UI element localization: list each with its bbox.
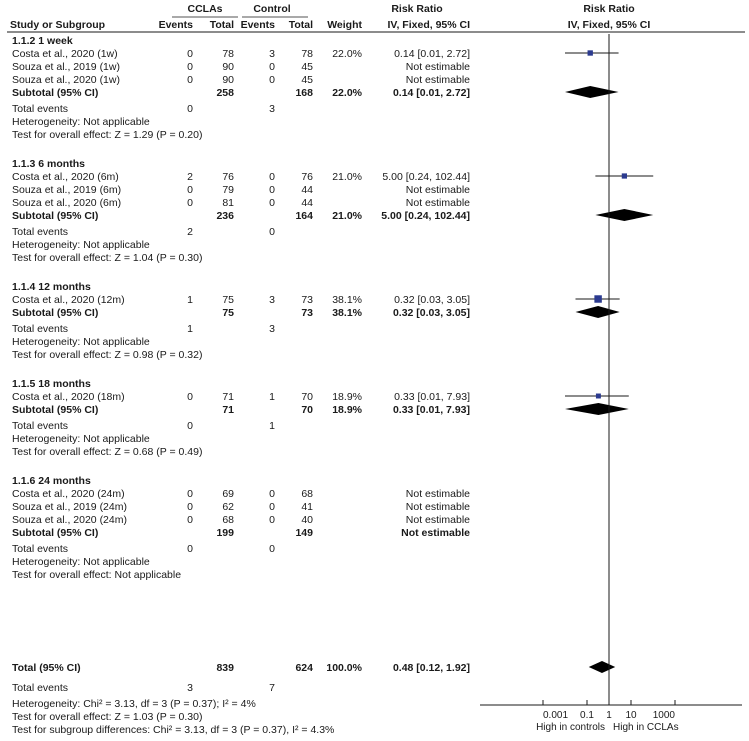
weight-value: 18.9% (332, 391, 362, 403)
ci-value: 0.33 [0.01, 7.93] (392, 404, 470, 416)
exp-total-events: 2 (187, 226, 193, 238)
ci-value: 0.32 [0.03, 3.05] (392, 307, 470, 319)
ctrl-total: 164 (295, 210, 313, 222)
subtotal-diamond (565, 86, 619, 98)
overall-statistics-text: Heterogeneity: Chi² = 3.13, df = 3 (P = 0.37); I² = 4% (12, 698, 256, 710)
ctrl-total-events: 0 (269, 543, 275, 555)
subtotal-label: Subtotal (95% CI) (12, 527, 99, 539)
exp-total: 78 (222, 48, 234, 60)
exp-total: 236 (216, 210, 234, 222)
exp-events: 2 (187, 171, 193, 183)
exp-total: 62 (222, 501, 234, 513)
overall-effect-text: Test for overall effect: Z = 0.68 (P = 0.49) (12, 446, 203, 458)
study-name: Souza et al., 2020 (6m) (12, 197, 122, 209)
ci-value: Not estimable (405, 61, 470, 73)
ctrl-events: 3 (269, 294, 275, 306)
total-events-label: Total events (12, 543, 69, 555)
heterogeneity-text: Heterogeneity: Not applicable (12, 336, 150, 348)
overall-ctrl-events: 7 (269, 682, 275, 694)
ci-value: 0.14 [0.01, 2.72] (394, 48, 470, 60)
exp-total: 69 (222, 488, 234, 500)
ctrl-events: 0 (269, 171, 275, 183)
table-header (7, 3, 745, 32)
ctrl-total-events: 3 (269, 103, 275, 115)
exp-total-events: 1 (187, 323, 193, 335)
overall-effect-text: Test for overall effect: Not applicable (12, 569, 182, 581)
exp-total-events: 0 (187, 420, 193, 432)
ctrl-total: 70 (301, 391, 313, 403)
study-effect-square (588, 50, 593, 55)
ctrl-total: 44 (301, 184, 313, 196)
total-events-label: Total events (12, 323, 69, 335)
ctrl-total: 624 (295, 662, 313, 674)
exp-total: 90 (222, 61, 234, 73)
subtotal-diamond (565, 403, 629, 415)
ctrl-total: 44 (301, 197, 313, 209)
study-name: Costa et al., 2020 (6m) (12, 171, 119, 183)
subgroup-title: 1.1.6 24 months (12, 475, 91, 487)
study-effect-square (594, 295, 601, 302)
overall-total-label: Total (95% CI) (12, 662, 81, 674)
ctrl-total: 73 (301, 294, 313, 306)
forest-rows (12, 35, 470, 736)
total-events-label: Total events (12, 420, 69, 432)
ctrl-total-events: 3 (269, 323, 275, 335)
ctrl-total: 68 (301, 488, 313, 500)
exp-events: 0 (187, 184, 193, 196)
weight-value: 21.0% (332, 171, 362, 183)
subgroup-title: 1.1.2 1 week (12, 35, 73, 47)
study-effect-square (622, 173, 627, 178)
favours-left-label: High in controls (536, 722, 605, 733)
method-header: IV, Fixed, 95% CI (387, 19, 470, 31)
subtotal-diamond (595, 209, 653, 221)
exp-events: 0 (187, 74, 193, 86)
x-tick-label: 10 (625, 710, 637, 721)
weight-value: 22.0% (332, 87, 362, 99)
x-tick-label: 1000 (652, 710, 675, 721)
study-name: Costa et al., 2020 (1w) (12, 48, 118, 60)
exp-events: 0 (187, 391, 193, 403)
subgroup-title: 1.1.3 6 months (12, 158, 85, 170)
ctrl-total: 45 (301, 61, 313, 73)
x-tick-label: 0.1 (580, 710, 594, 721)
study-name: Souza et al., 2019 (6m) (12, 184, 122, 196)
overall-effect-text: Test for overall effect: Z = 1.04 (P = 0.30) (12, 252, 203, 264)
exp-total: 75 (222, 294, 234, 306)
study-name: Costa et al., 2020 (18m) (12, 391, 125, 403)
exp-total: 81 (222, 197, 234, 209)
exp-events: 0 (187, 61, 193, 73)
study-name: Costa et al., 2020 (12m) (12, 294, 125, 306)
ci-value: 0.14 [0.01, 2.72] (392, 87, 470, 99)
exp-total: 839 (216, 662, 234, 674)
exp-total: 71 (222, 391, 234, 403)
subgroup-title: 1.1.4 12 months (12, 281, 91, 293)
exp-total-events: 0 (187, 103, 193, 115)
total-events-label: Total events (12, 103, 69, 115)
study-effect-square (596, 394, 601, 399)
subtotal-label: Subtotal (95% CI) (12, 210, 99, 222)
weight-header: Weight (327, 19, 362, 31)
rr-column-title: Risk Ratio (391, 3, 443, 15)
overall-exp-events: 3 (187, 682, 193, 694)
ci-value: 0.33 [0.01, 7.93] (394, 391, 470, 403)
favours-right-label: High in CCLAs (613, 722, 679, 733)
ci-value: Not estimable (405, 197, 470, 209)
ci-value: Not estimable (405, 488, 470, 500)
ctrl-total: 78 (301, 48, 313, 60)
ctrl-total: 73 (301, 307, 313, 319)
subtotal-diamond (575, 306, 619, 318)
overall-diamond (589, 661, 615, 673)
ctrl-total: 76 (301, 171, 313, 183)
overall-effect-text: Test for overall effect: Z = 1.29 (P = 0.20) (12, 129, 203, 141)
ci-value: 0.48 [0.12, 1.92] (392, 662, 470, 674)
ctrl-events: 0 (269, 74, 275, 86)
study-name: Souza et al., 2020 (24m) (12, 514, 127, 526)
exp-events: 0 (187, 514, 193, 526)
heterogeneity-text: Heterogeneity: Not applicable (12, 556, 150, 568)
ctrl-total: 40 (301, 514, 313, 526)
subtotal-label: Subtotal (95% CI) (12, 307, 99, 319)
exp-total: 75 (222, 307, 234, 319)
x-tick-label: 1 (606, 710, 612, 721)
ci-value: Not estimable (401, 527, 470, 539)
ctrl-events-header: Events (240, 19, 275, 31)
ctrl-group-header: Control (253, 3, 291, 15)
subgroup-title: 1.1.5 18 months (12, 378, 91, 390)
exp-total-events: 0 (187, 543, 193, 555)
overall-statistics-text: Test for overall effect: Z = 1.03 (P = 0.30) (12, 711, 203, 723)
plot-method-header: IV, Fixed, 95% CI (567, 19, 651, 31)
ctrl-total: 70 (301, 404, 313, 416)
ci-value: Not estimable (405, 184, 470, 196)
exp-total: 90 (222, 74, 234, 86)
ctrl-total-header: Total (288, 19, 313, 31)
ctrl-total-events: 0 (269, 226, 275, 238)
ctrl-events: 1 (269, 391, 275, 403)
study-name: Souza et al., 2020 (1w) (12, 74, 120, 86)
exp-events: 0 (187, 488, 193, 500)
total-events-label: Total events (12, 226, 69, 238)
ctrl-events: 0 (269, 197, 275, 209)
study-name: Costa et al., 2020 (24m) (12, 488, 125, 500)
exp-total: 79 (222, 184, 234, 196)
ctrl-events: 0 (269, 514, 275, 526)
x-tick-label: 0.001 (543, 710, 569, 721)
study-column-header: Study or Subgroup (10, 19, 106, 31)
subtotal-label: Subtotal (95% CI) (12, 87, 99, 99)
exp-events: 0 (187, 197, 193, 209)
heterogeneity-text: Heterogeneity: Not applicable (12, 239, 150, 251)
ci-value: Not estimable (405, 74, 470, 86)
overall-total-events-label: Total events (12, 682, 69, 694)
ci-value: 5.00 [0.24, 102.44] (382, 171, 470, 183)
ci-value: Not estimable (405, 514, 470, 526)
ci-value: 0.32 [0.03, 3.05] (394, 294, 470, 306)
ctrl-total: 41 (301, 501, 313, 513)
ci-value: 5.00 [0.24, 102.44] (381, 210, 470, 222)
exp-total: 68 (222, 514, 234, 526)
plot-title: Risk Ratio (583, 3, 635, 15)
ci-value: Not estimable (405, 501, 470, 513)
weight-value: 100.0% (326, 662, 362, 674)
weight-value: 38.1% (332, 307, 362, 319)
ctrl-events: 0 (269, 488, 275, 500)
exp-total: 76 (222, 171, 234, 183)
heterogeneity-text: Heterogeneity: Not applicable (12, 116, 150, 128)
weight-value: 22.0% (332, 48, 362, 60)
exp-total: 199 (216, 527, 234, 539)
study-name: Souza et al., 2019 (1w) (12, 61, 120, 73)
overall-statistics-text: Test for subgroup differences: Chi² = 3.13, df = 3 (P = 0.37), I² = 4.3% (12, 724, 335, 736)
ctrl-total: 149 (295, 527, 313, 539)
exp-group-header: CCLAs (187, 3, 223, 15)
heterogeneity-text: Heterogeneity: Not applicable (12, 433, 150, 445)
overall-effect-text: Test for overall effect: Z = 0.98 (P = 0.32) (12, 349, 203, 361)
exp-total-header: Total (209, 19, 234, 31)
exp-events-header: Events (158, 19, 193, 31)
ctrl-events: 0 (269, 501, 275, 513)
forest-plot-area (480, 34, 742, 733)
exp-events: 1 (187, 294, 193, 306)
ctrl-total: 45 (301, 74, 313, 86)
exp-events: 0 (187, 48, 193, 60)
ctrl-events: 3 (269, 48, 275, 60)
exp-total: 71 (222, 404, 234, 416)
ctrl-total: 168 (295, 87, 313, 99)
study-name: Souza et al., 2019 (24m) (12, 501, 127, 513)
exp-total: 258 (216, 87, 234, 99)
ctrl-total-events: 1 (269, 420, 275, 432)
weight-value: 18.9% (332, 404, 362, 416)
weight-value: 21.0% (332, 210, 362, 222)
subtotal-label: Subtotal (95% CI) (12, 404, 99, 416)
exp-events: 0 (187, 501, 193, 513)
ctrl-events: 0 (269, 61, 275, 73)
weight-value: 38.1% (332, 294, 362, 306)
ctrl-events: 0 (269, 184, 275, 196)
